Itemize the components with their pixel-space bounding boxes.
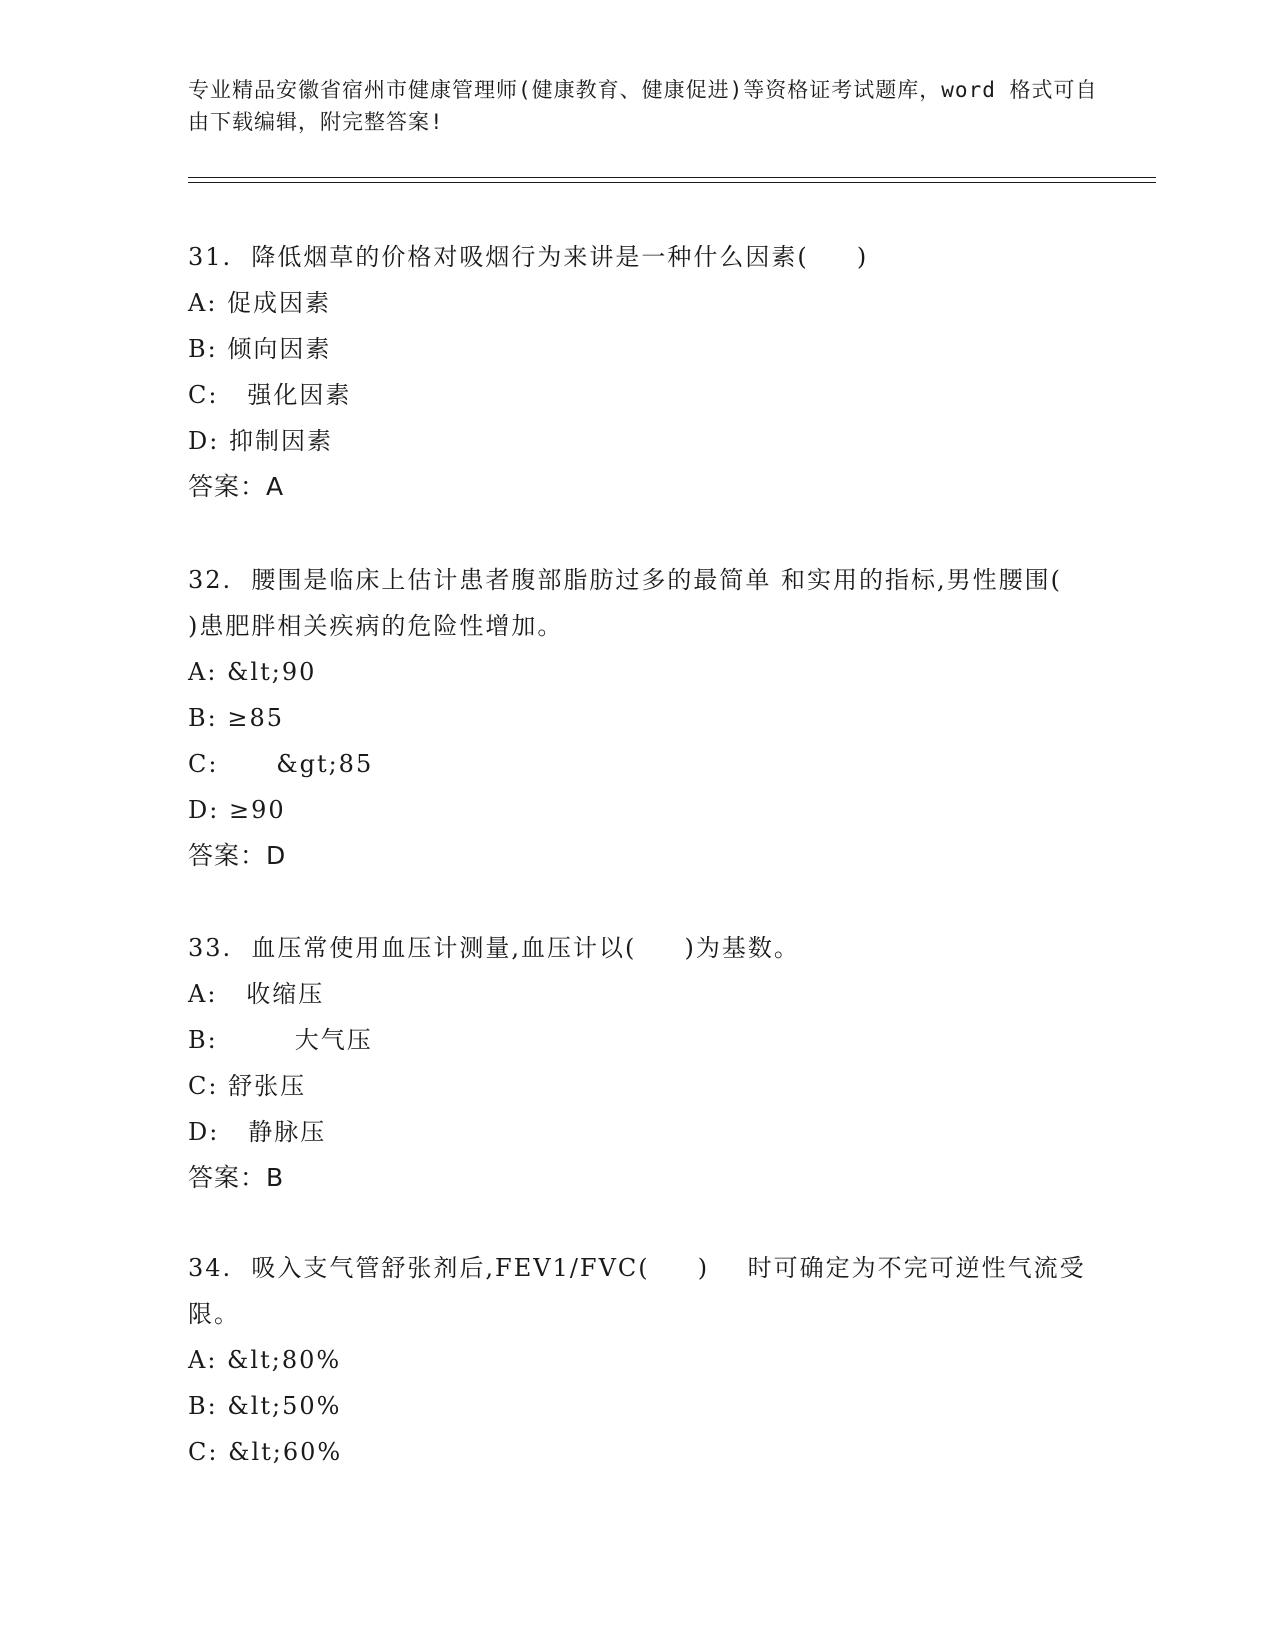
option-a: A: 促成因素 [188,289,332,317]
header-intro-text: 专业精品安徽省宿州市健康管理师(健康教育、健康促进)等资格证考试题库，word 格式可自由下载编辑，附完整答案! [188,78,1098,134]
option-a: A: &lt;80% [188,1346,342,1374]
answer-line: 答案：D [188,841,287,870]
question-stem: 32. 腰围是临床上估计患者腹部脂肪过多的最简单 和实用的指标,男性腰围( )患肥胖相关疾病的危险性增加。 [188,566,1082,640]
option-c: C: 强化因素 [188,381,352,409]
question-34 [188,1245,1088,1475]
answer-line: 答案：B [188,1163,285,1192]
option-b: B: ≥85 [188,704,284,732]
option-d: D: ≥90 [188,796,286,824]
option-d: D: 静脉压 [188,1118,327,1146]
option-a: A: &lt;90 [188,658,317,686]
option-c: C: &lt;60% [188,1438,343,1466]
question-stem: 34. 吸入支气管舒张剂后,FEV1/FVC( ) 时可确定为不完可逆性气流受限。 [188,1254,1086,1328]
option-d: D: 抑制因素 [188,427,333,455]
option-b: B: 倾向因素 [188,335,332,363]
header-divider-top [188,177,1156,178]
question-stem: 33. 血压常使用血压计测量,血压计以( )为基数。 [188,934,800,962]
option-c: C: 舒张压 [188,1072,307,1100]
option-b: B: 大气压 [188,1026,373,1054]
option-b: B: &lt;50% [188,1392,342,1420]
header-divider-bottom [188,182,1156,183]
question-33 [188,925,1088,1201]
answer-line: 答案：A [188,472,285,501]
option-c: C: &gt;85 [188,750,374,778]
question-31 [188,234,1088,510]
question-stem: 31. 降低烟草的价格对吸烟行为来讲是一种什么因素( ) [188,243,869,271]
option-a: A: 收缩压 [188,980,325,1008]
question-32 [188,557,1088,879]
